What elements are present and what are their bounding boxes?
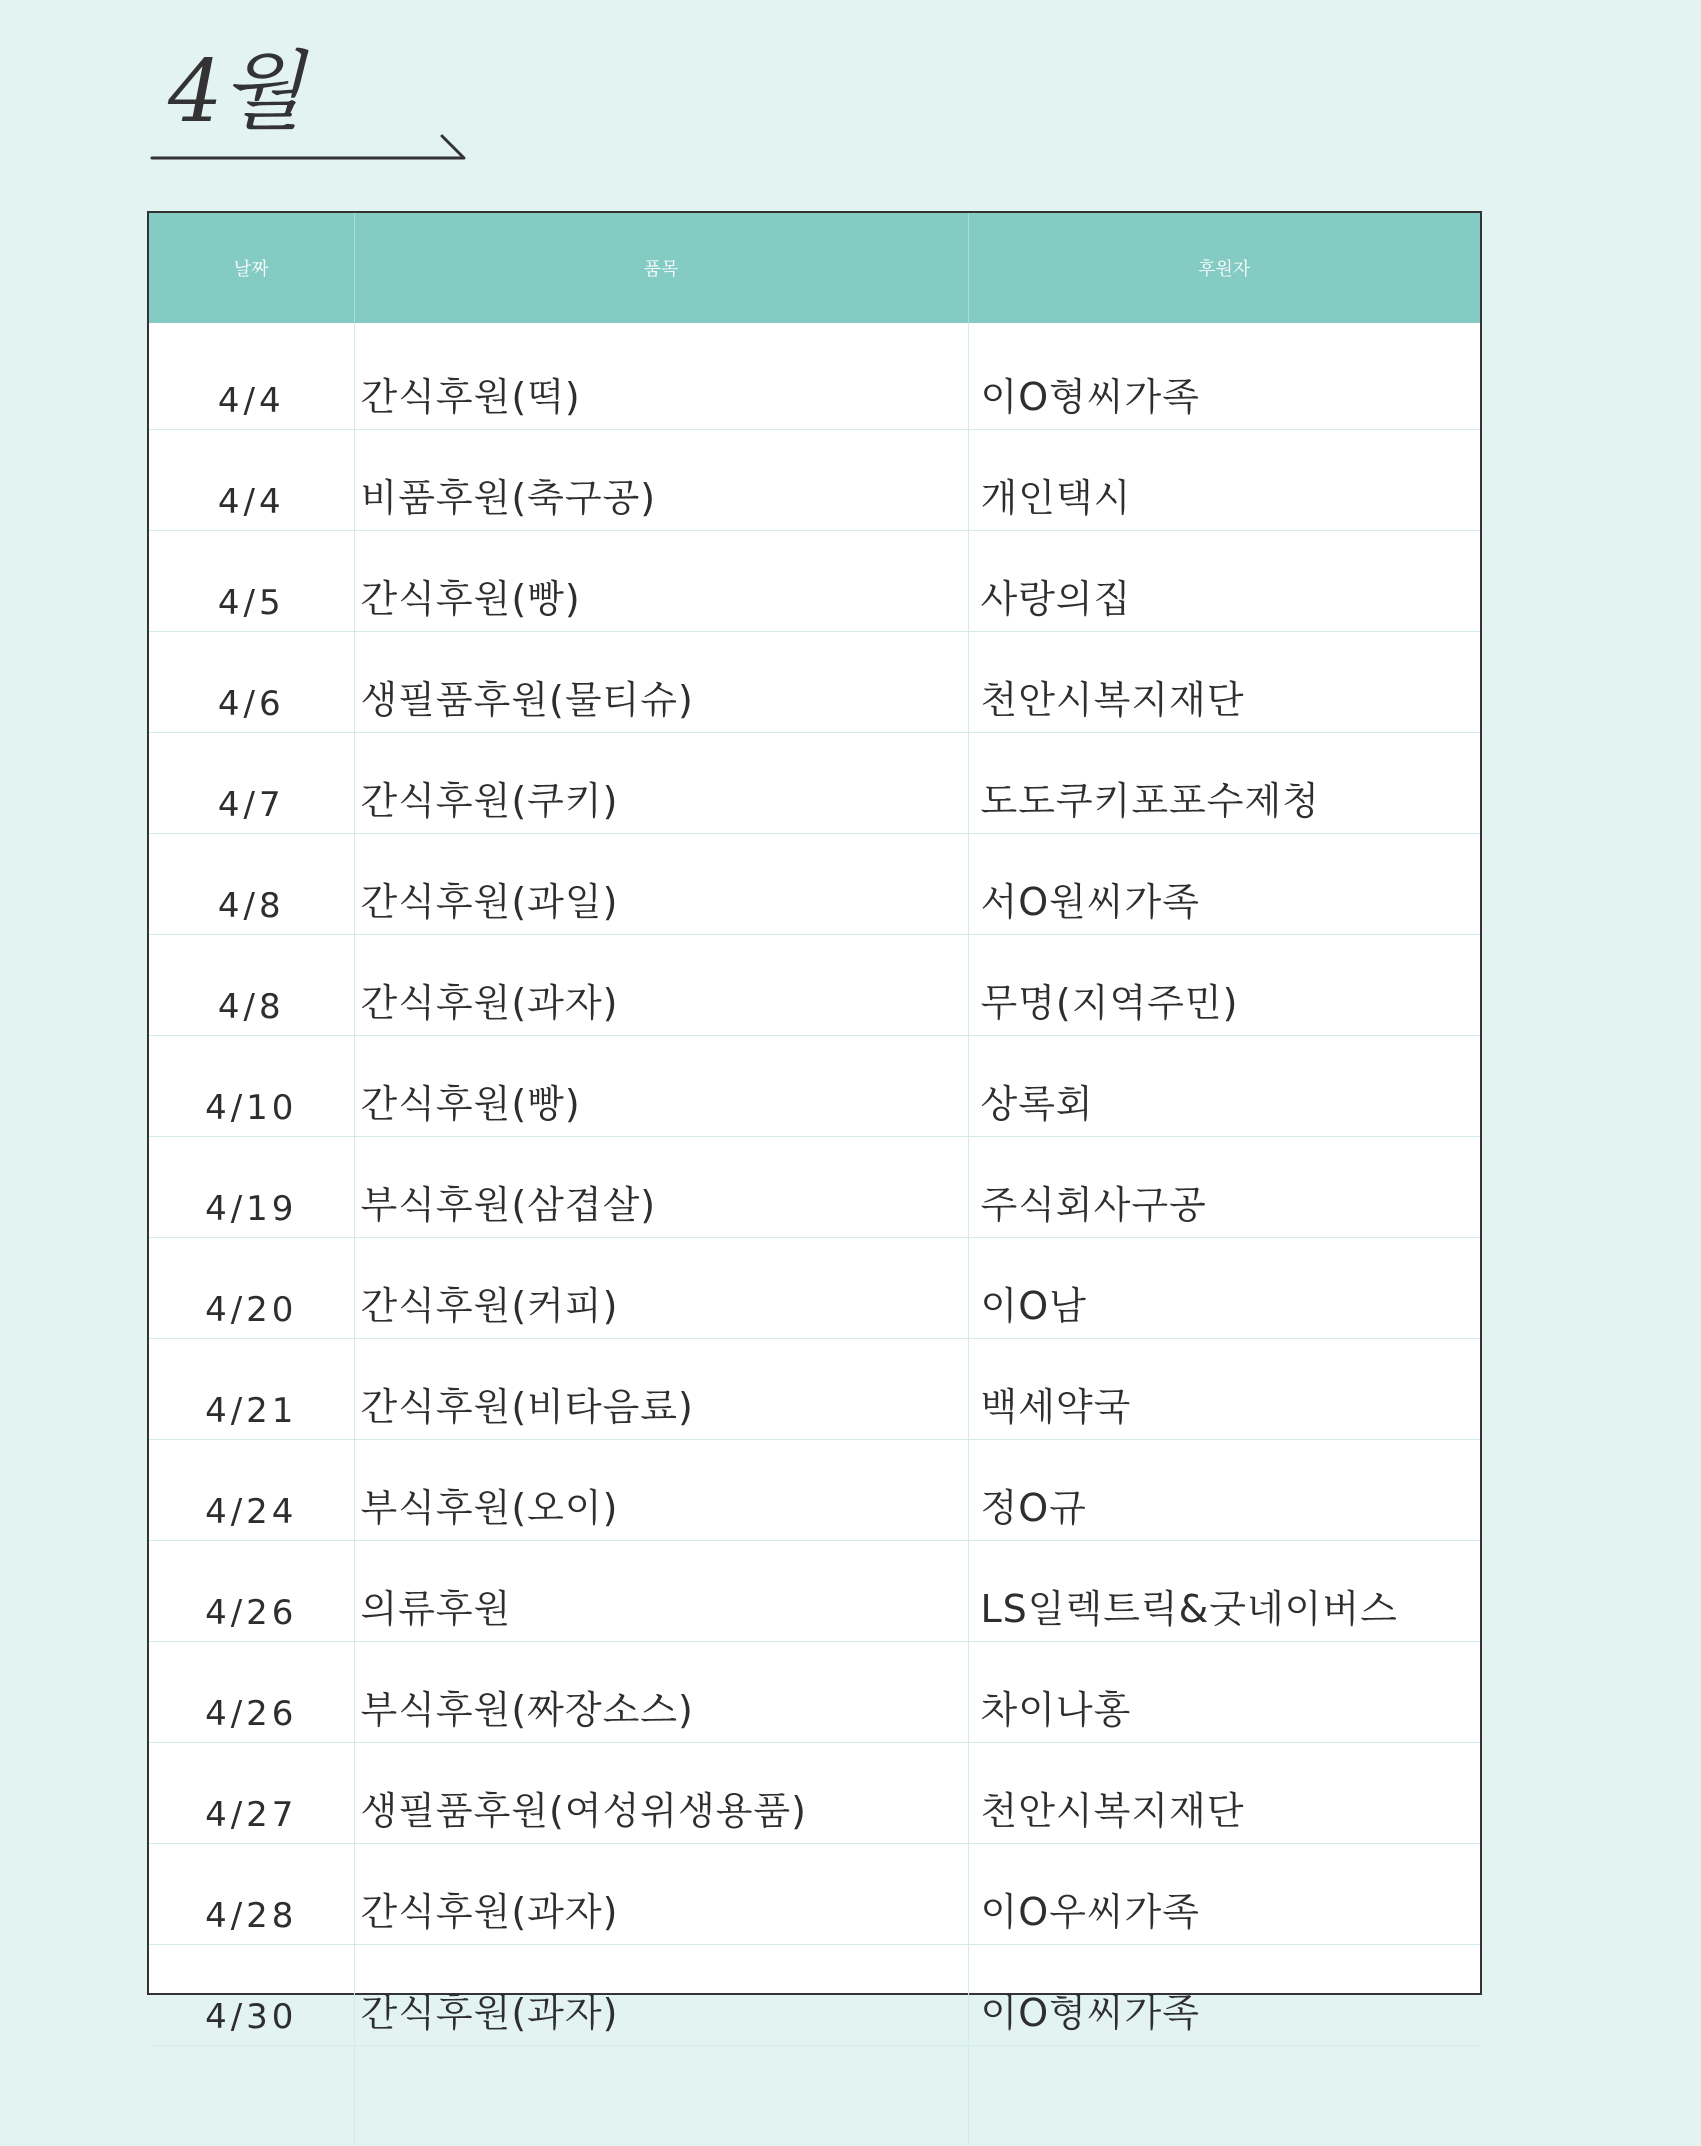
cell-donor: 천안시복지재단: [968, 632, 1480, 733]
table-row: [149, 834, 1480, 935]
table-header-row: [149, 213, 1480, 323]
cell-item: 의류후원: [354, 1541, 968, 1642]
title-underline-arrow: [150, 130, 470, 164]
cell-donor: [968, 2046, 1480, 2146]
table-row: [149, 1642, 1480, 1743]
cell-donor: 무명(지역주민): [968, 935, 1480, 1036]
cell-item: 비품후원(축구공): [354, 430, 968, 531]
cell-item: 부식후원(삼겹살): [354, 1137, 968, 1238]
cell-item: 간식후원(빵): [354, 531, 968, 632]
cell-donor: 이O형씨가족: [968, 323, 1480, 430]
cell-donor: 서O원씨가족: [968, 834, 1480, 935]
table-row: [149, 935, 1480, 1036]
table-row: [149, 323, 1480, 430]
table-row: [149, 1137, 1480, 1238]
table-row: [149, 430, 1480, 531]
cell-item: 부식후원(오이): [354, 1440, 968, 1541]
cell-item: 간식후원(과일): [354, 834, 968, 935]
cell-date: 4/4: [149, 430, 354, 531]
cell-donor: 천안시복지재단: [968, 1743, 1480, 1844]
cell-date: 4/5: [149, 531, 354, 632]
cell-date: 4/4: [149, 323, 354, 430]
cell-item: [354, 2046, 968, 2146]
cell-date: 4/27: [149, 1743, 354, 1844]
cell-donor: 이O형씨가족: [968, 1945, 1480, 2046]
table-row: [149, 632, 1480, 733]
table-row: [149, 1238, 1480, 1339]
cell-item: 부식후원(짜장소스): [354, 1642, 968, 1743]
cell-date: 4/30: [149, 1945, 354, 2046]
donation-table: [147, 211, 1482, 1995]
cell-item: 간식후원(쿠키): [354, 733, 968, 834]
header-date: 날짜: [149, 213, 354, 323]
cell-item: 간식후원(과자): [354, 935, 968, 1036]
table-row: [149, 1036, 1480, 1137]
cell-item: 생필품후원(물티슈): [354, 632, 968, 733]
table-row: [149, 1339, 1480, 1440]
cell-date: 4/10: [149, 1036, 354, 1137]
table-row: [149, 1945, 1480, 2046]
cell-date: 4/28: [149, 1844, 354, 1945]
cell-donor: 도도쿠키포포수제청: [968, 733, 1480, 834]
cell-date: 4/26: [149, 1642, 354, 1743]
table-row: [149, 531, 1480, 632]
table-row: [149, 1743, 1480, 1844]
table-row-empty: [149, 2046, 1480, 2146]
cell-date: 4/6: [149, 632, 354, 733]
header-item: 품목: [354, 213, 968, 323]
cell-date: [149, 2046, 354, 2146]
page-title: 4월: [168, 42, 302, 142]
cell-date: 4/7: [149, 733, 354, 834]
table-row: [149, 1440, 1480, 1541]
cell-donor: LS일렉트릭&굿네이버스: [968, 1541, 1480, 1642]
cell-item: 간식후원(빵): [354, 1036, 968, 1137]
cell-donor: 주식회사구공: [968, 1137, 1480, 1238]
cell-item: 생필품후원(여성위생용품): [354, 1743, 968, 1844]
cell-donor: 백세약국: [968, 1339, 1480, 1440]
header-donor: 후원자: [968, 213, 1480, 323]
cell-donor: 개인택시: [968, 430, 1480, 531]
table-row: [149, 1541, 1480, 1642]
table-row: [149, 1844, 1480, 1945]
cell-date: 4/8: [149, 935, 354, 1036]
cell-donor: 사랑의집: [968, 531, 1480, 632]
cell-item: 간식후원(커피): [354, 1238, 968, 1339]
cell-donor: 차이나홍: [968, 1642, 1480, 1743]
cell-item: 간식후원(비타음료): [354, 1339, 968, 1440]
cell-donor: 이O남: [968, 1238, 1480, 1339]
cell-donor: 이O우씨가족: [968, 1844, 1480, 1945]
cell-date: 4/8: [149, 834, 354, 935]
cell-date: 4/19: [149, 1137, 354, 1238]
cell-item: 간식후원(과자): [354, 1945, 968, 2046]
cell-date: 4/26: [149, 1541, 354, 1642]
cell-donor: 상록회: [968, 1036, 1480, 1137]
cell-date: 4/24: [149, 1440, 354, 1541]
cell-date: 4/21: [149, 1339, 354, 1440]
cell-donor: 정O규: [968, 1440, 1480, 1541]
cell-date: 4/20: [149, 1238, 354, 1339]
table-row: [149, 733, 1480, 834]
cell-item: 간식후원(떡): [354, 323, 968, 430]
cell-item: 간식후원(과자): [354, 1844, 968, 1945]
